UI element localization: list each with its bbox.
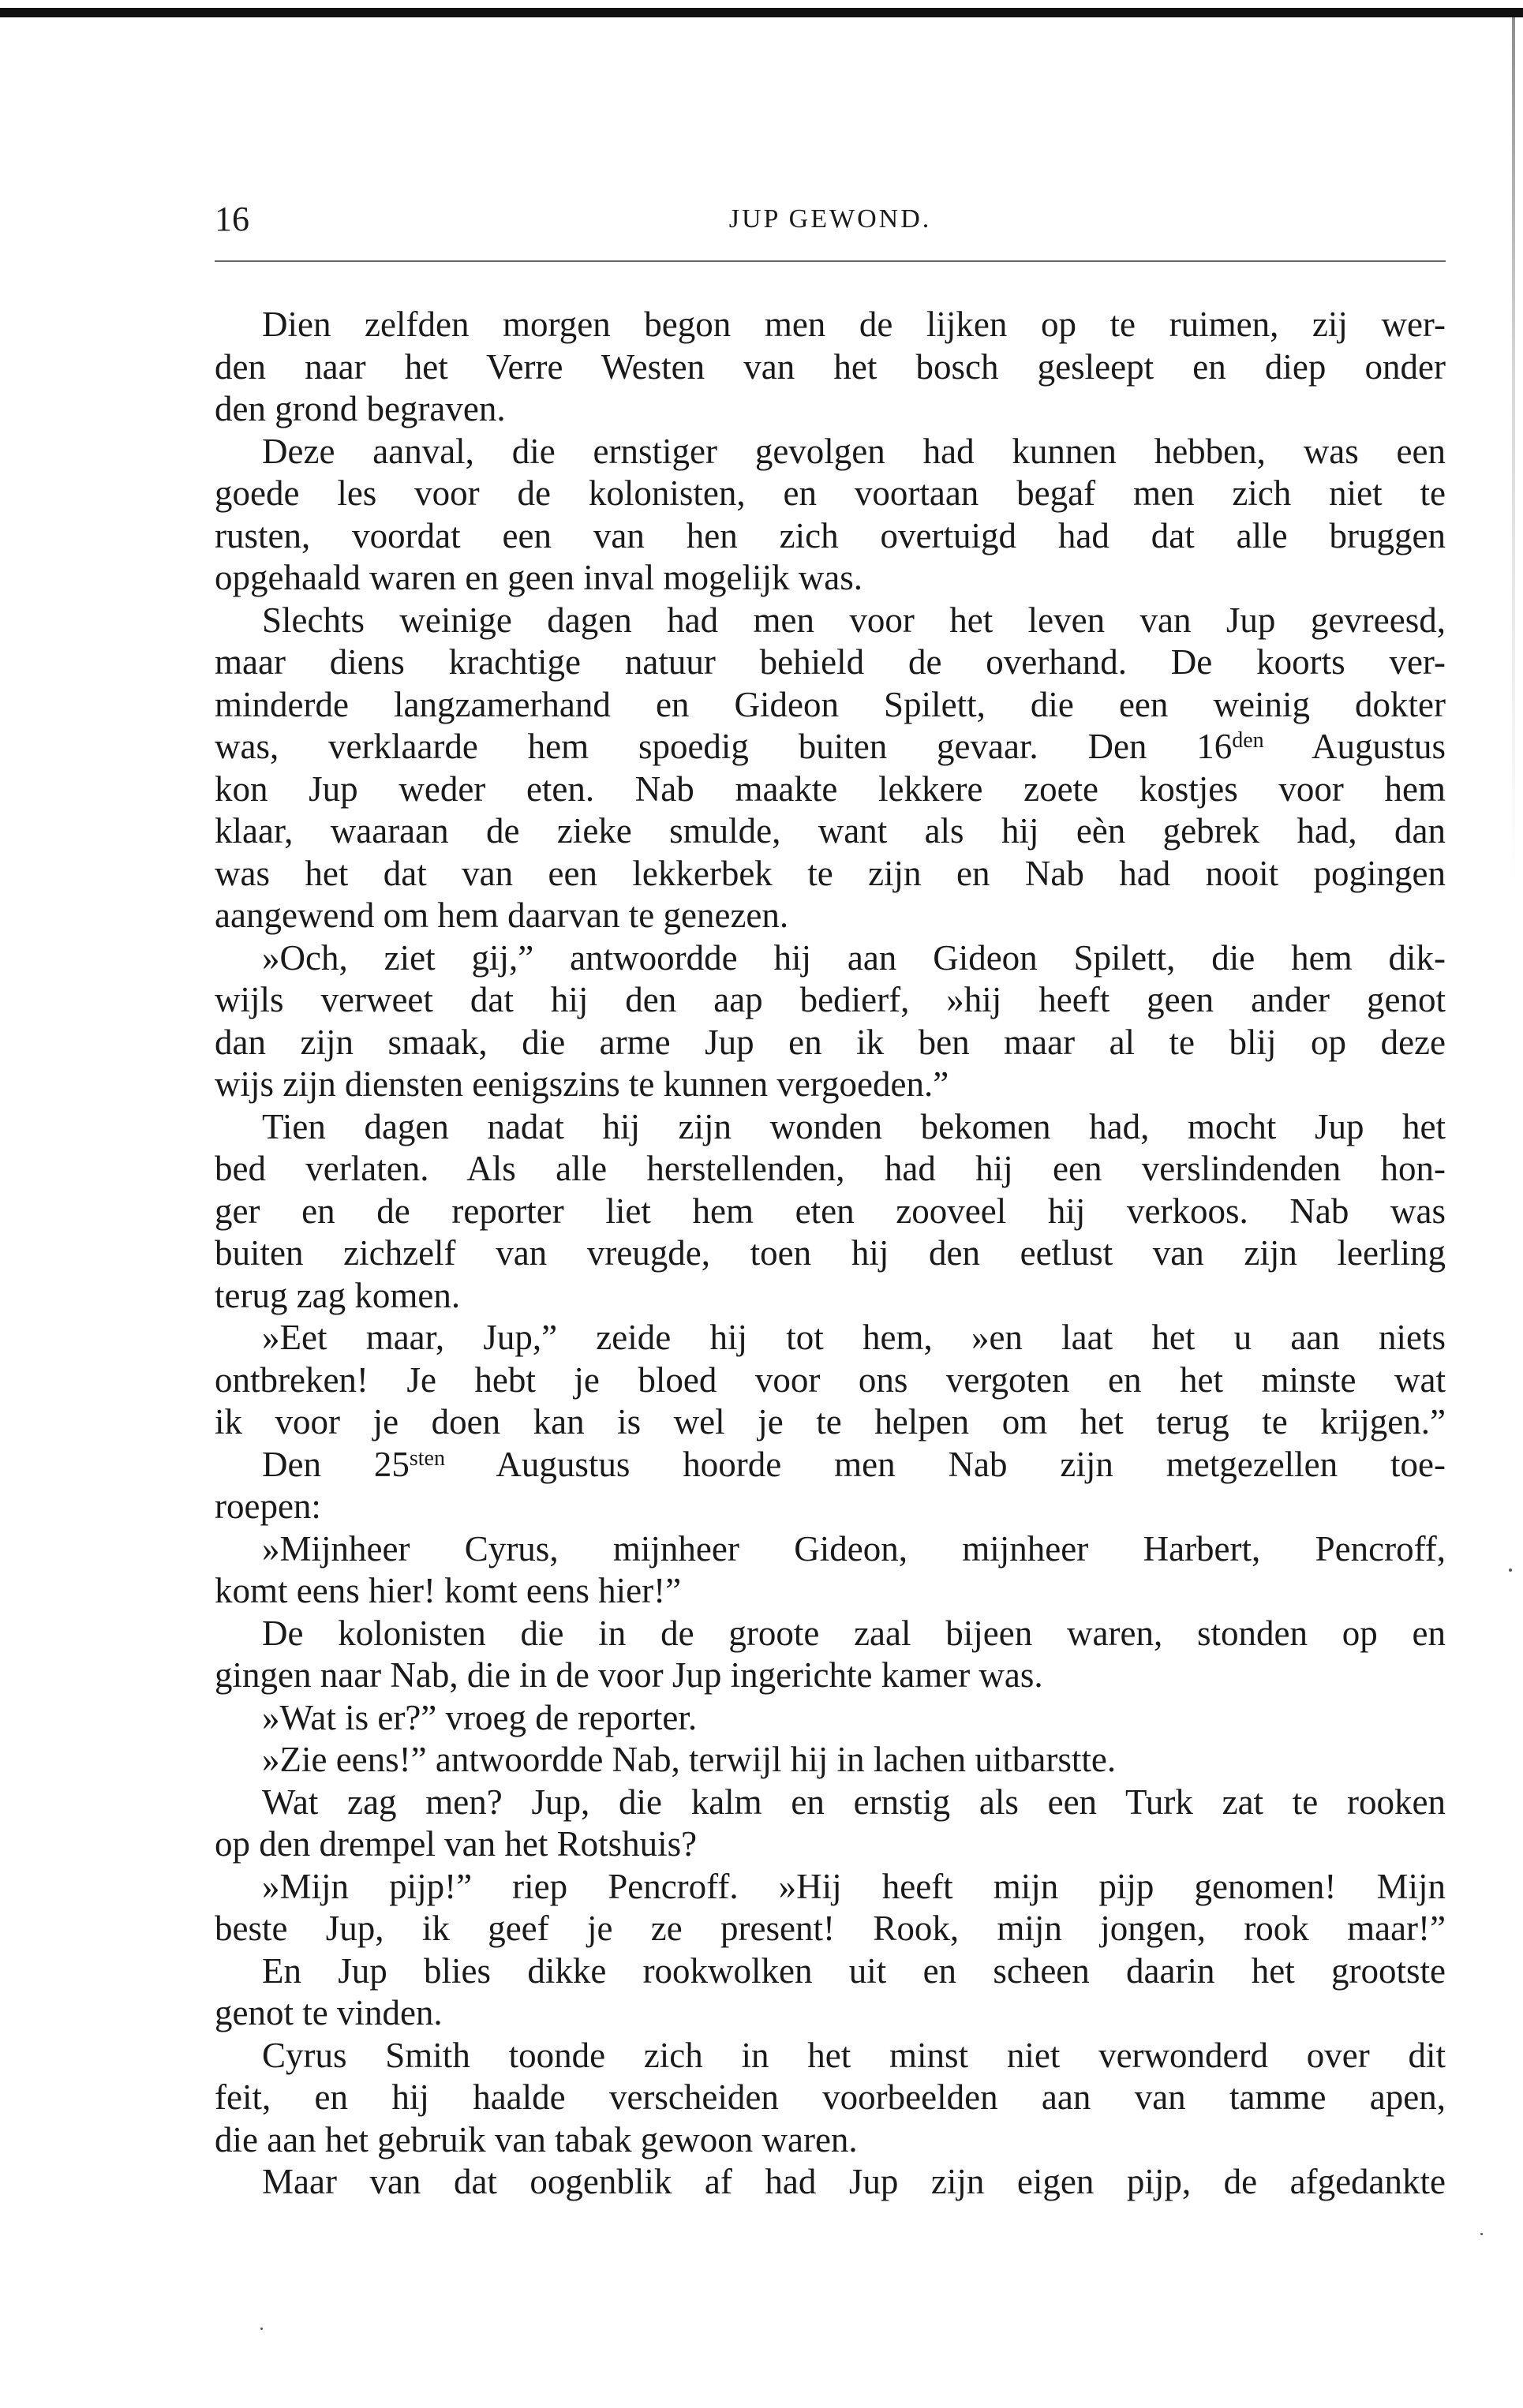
text-line: [215, 515, 1446, 558]
text-line-main: die aan het gebruik van tabak gewoon waren.: [215, 2119, 858, 2159]
text-line: [215, 2161, 1446, 2204]
text-line: [215, 726, 1446, 768]
text-line: [215, 2119, 1446, 2162]
page-number: 16: [215, 200, 249, 238]
text-line: [215, 1359, 1446, 1402]
text-line-main: wijls verweet dat hij den aap bedierf, »hij heeft geen ander genot: [215, 980, 1446, 1019]
text-line-rest: Augustus hoorde men Nab zijn metgezellen toe-: [444, 1444, 1446, 1484]
text-line: [215, 1486, 1446, 1528]
page-edge-shadow: [1512, 17, 1515, 885]
text-line-main: »Mijnheer Cyrus, mijnheer Gideon, mijnheer Harbert, Pencroff,: [262, 1528, 1446, 1569]
text-line: [215, 304, 1446, 346]
text-line: [215, 1528, 1446, 1571]
text-line: [215, 346, 1446, 389]
text-line-main: Dien zelfden morgen begon men de lijken op te ruimen, zij wer-: [262, 305, 1446, 344]
text-line-main: feit, en hij haalde verscheiden voorbeelden aan van tamme apen,: [215, 2077, 1446, 2117]
text-line-main: minderde langzamerhand en Gideon Spilett, die een weinig dokter: [215, 684, 1446, 724]
text-line: [215, 1022, 1446, 1064]
text-line-main: goede les voor de kolonisten, en voortaan begaf men zich niet te: [215, 473, 1446, 513]
text-line: [215, 684, 1446, 727]
header-divider: [215, 260, 1446, 262]
text-line-main: buiten zichzelf van vreugde, toen hij den eetlust van zijn leerling: [215, 1233, 1446, 1273]
text-line: [215, 473, 1446, 515]
superscript: sten: [409, 1445, 445, 1471]
page-header: [215, 196, 1446, 243]
text-line-main: »Wat is er?” vroeg de reporter.: [262, 1697, 698, 1737]
text-line-main: komt eens hier! komt eens hier!”: [215, 1571, 682, 1610]
text-line: [215, 853, 1446, 896]
text-line-main: rusten, voordat een van hen zich overtuigd had dat alle bruggen: [215, 515, 1446, 555]
text-line-main: gingen naar Nab, die in de voor Jup ingerichte kamer was.: [215, 1655, 1043, 1695]
text-line-main: Tien dagen nadat hij zijn wonden bekomen had, mocht Jup het: [262, 1106, 1446, 1146]
text-line: [215, 1739, 1446, 1782]
text-line: [215, 641, 1446, 684]
text-line-main: Den 25: [262, 1444, 410, 1484]
text-line-main: Maar van dat oogenblik af had Jup zijn eigen pijp, de afgedankte: [262, 2162, 1446, 2201]
print-speck: [1509, 1569, 1512, 1572]
text-line-main: beste Jup, ik geef je ze present! Rook, mijn jongen, rook maar!”: [215, 1909, 1446, 1948]
body-text: [215, 304, 1446, 2204]
print-speck: [260, 2328, 263, 2330]
text-line: [215, 2035, 1446, 2077]
text-line: [215, 1570, 1446, 1613]
text-line-main: Cyrus Smith toonde zich in het minst niet verwonderd over dit: [262, 2035, 1446, 2075]
text-line: [215, 1908, 1446, 1950]
text-line: [215, 1950, 1446, 1993]
superscript: den: [1232, 728, 1264, 753]
text-line-main: kon Jup weder eten. Nab maakte lekkere zoete kostjes voor hem: [215, 768, 1446, 809]
text-line-main: was het dat van een lekkerbek te zijn en Nab had nooit pogingen: [215, 853, 1446, 893]
text-line: [215, 979, 1446, 1022]
running-title: JUP GEWOND.: [728, 204, 932, 234]
text-line-main: genot te vinden.: [215, 1993, 443, 2032]
text-line: [215, 1655, 1446, 1697]
text-line-main: En Jup blies dikke rookwolken uit en scheen daarin het grootste: [262, 1950, 1446, 1991]
text-line: [215, 895, 1446, 937]
text-line: [215, 431, 1446, 473]
text-line: [215, 600, 1446, 642]
text-line: [215, 1866, 1446, 1909]
text-line: [215, 1106, 1446, 1149]
text-line-main: opgehaald waren en geen inval mogelijk was.: [215, 558, 863, 597]
text-line-main: ger en de reporter liet hem eten zooveel hij verkoos. Nab was: [215, 1191, 1446, 1231]
print-speck: [1480, 2233, 1483, 2235]
text-line-main: klaar, waaraan de zieke smulde, want als hij eèn gebrek had, dan: [215, 811, 1446, 851]
text-line: [215, 1613, 1446, 1655]
text-line-main: was, verklaarde hem spoedig buiten gevaar. Den 16: [215, 727, 1233, 766]
text-line-main: op den drempel van het Rotshuis?: [215, 1824, 698, 1864]
text-line-main: Deze aanval, die ernstiger gevolgen had kunnen hebben, was een: [262, 431, 1446, 471]
text-line-main: roepen:: [215, 1486, 321, 1526]
text-line-main: maar diens krachtige natuur behield de overhand. De koorts ver-: [215, 642, 1446, 682]
text-line: [215, 1191, 1446, 1233]
text-line: [215, 1148, 1446, 1191]
text-line: [215, 557, 1446, 600]
text-line: [215, 1317, 1446, 1359]
text-line: [215, 1232, 1446, 1275]
text-line: [215, 1823, 1446, 1866]
text-line-main: terug zag komen.: [215, 1275, 461, 1315]
text-line-main: »Eet maar, Jup,” zeide hij tot hem, »en laat het u aan niets: [262, 1318, 1446, 1357]
text-line: [215, 1401, 1446, 1444]
text-line-main: den grond begraven.: [215, 389, 506, 428]
text-line-main: bed verlaten. Als alle herstellenden, had hij een verslindenden hon-: [215, 1149, 1446, 1188]
text-line-main: ontbreken! Je hebt je bloed voor ons vergoten en het minste wat: [215, 1359, 1446, 1400]
text-line-main: De kolonisten die in de groote zaal bijeen waren, stonden op en: [262, 1613, 1446, 1653]
text-line: [215, 1782, 1446, 1824]
text-line: [215, 1697, 1446, 1740]
text-line-main: wijs zijn diensten eenigszins te kunnen vergoeden.”: [215, 1064, 949, 1104]
text-line-main: »Och, ziet gij,” antwoordde hij aan Gideon Spilett, die hem dik-: [262, 937, 1446, 978]
text-line-main: aangewend om hem daarvan te genezen.: [215, 896, 789, 935]
text-line: [215, 2077, 1446, 2119]
text-line: [215, 388, 1446, 431]
text-line-main: »Mijn pijp!” riep Pencroff. »Hij heeft mijn pijp genomen! Mijn: [262, 1866, 1446, 1906]
text-line-main: ik voor je doen kan is wel je te helpen om het terug te krijgen.”: [215, 1402, 1446, 1441]
text-line: [215, 1992, 1446, 2035]
text-line: [215, 937, 1446, 980]
text-line-rest: Augustus: [1263, 727, 1446, 766]
text-line: [215, 1064, 1446, 1106]
text-line-main: den naar het Verre Westen van het bosch gesleept en diep onder: [215, 346, 1446, 387]
text-line: [215, 1275, 1446, 1318]
text-line-main: dan zijn smaak, die arme Jup en ik ben maar al te blij op deze: [215, 1022, 1446, 1062]
text-line-main: Wat zag men? Jup, die kalm en ernstig als een Turk zat te rooken: [262, 1782, 1446, 1822]
text-line-main: »Zie eens!” antwoordde Nab, terwijl hij in lachen uitbarstte.: [262, 1740, 1117, 1779]
text-line-main: Slechts weinige dagen had men voor het leven van Jup gevreesd,: [262, 600, 1446, 640]
top-border: [0, 8, 1523, 17]
text-line: [215, 768, 1446, 811]
text-line: [215, 1444, 1446, 1486]
text-line: [215, 810, 1446, 853]
